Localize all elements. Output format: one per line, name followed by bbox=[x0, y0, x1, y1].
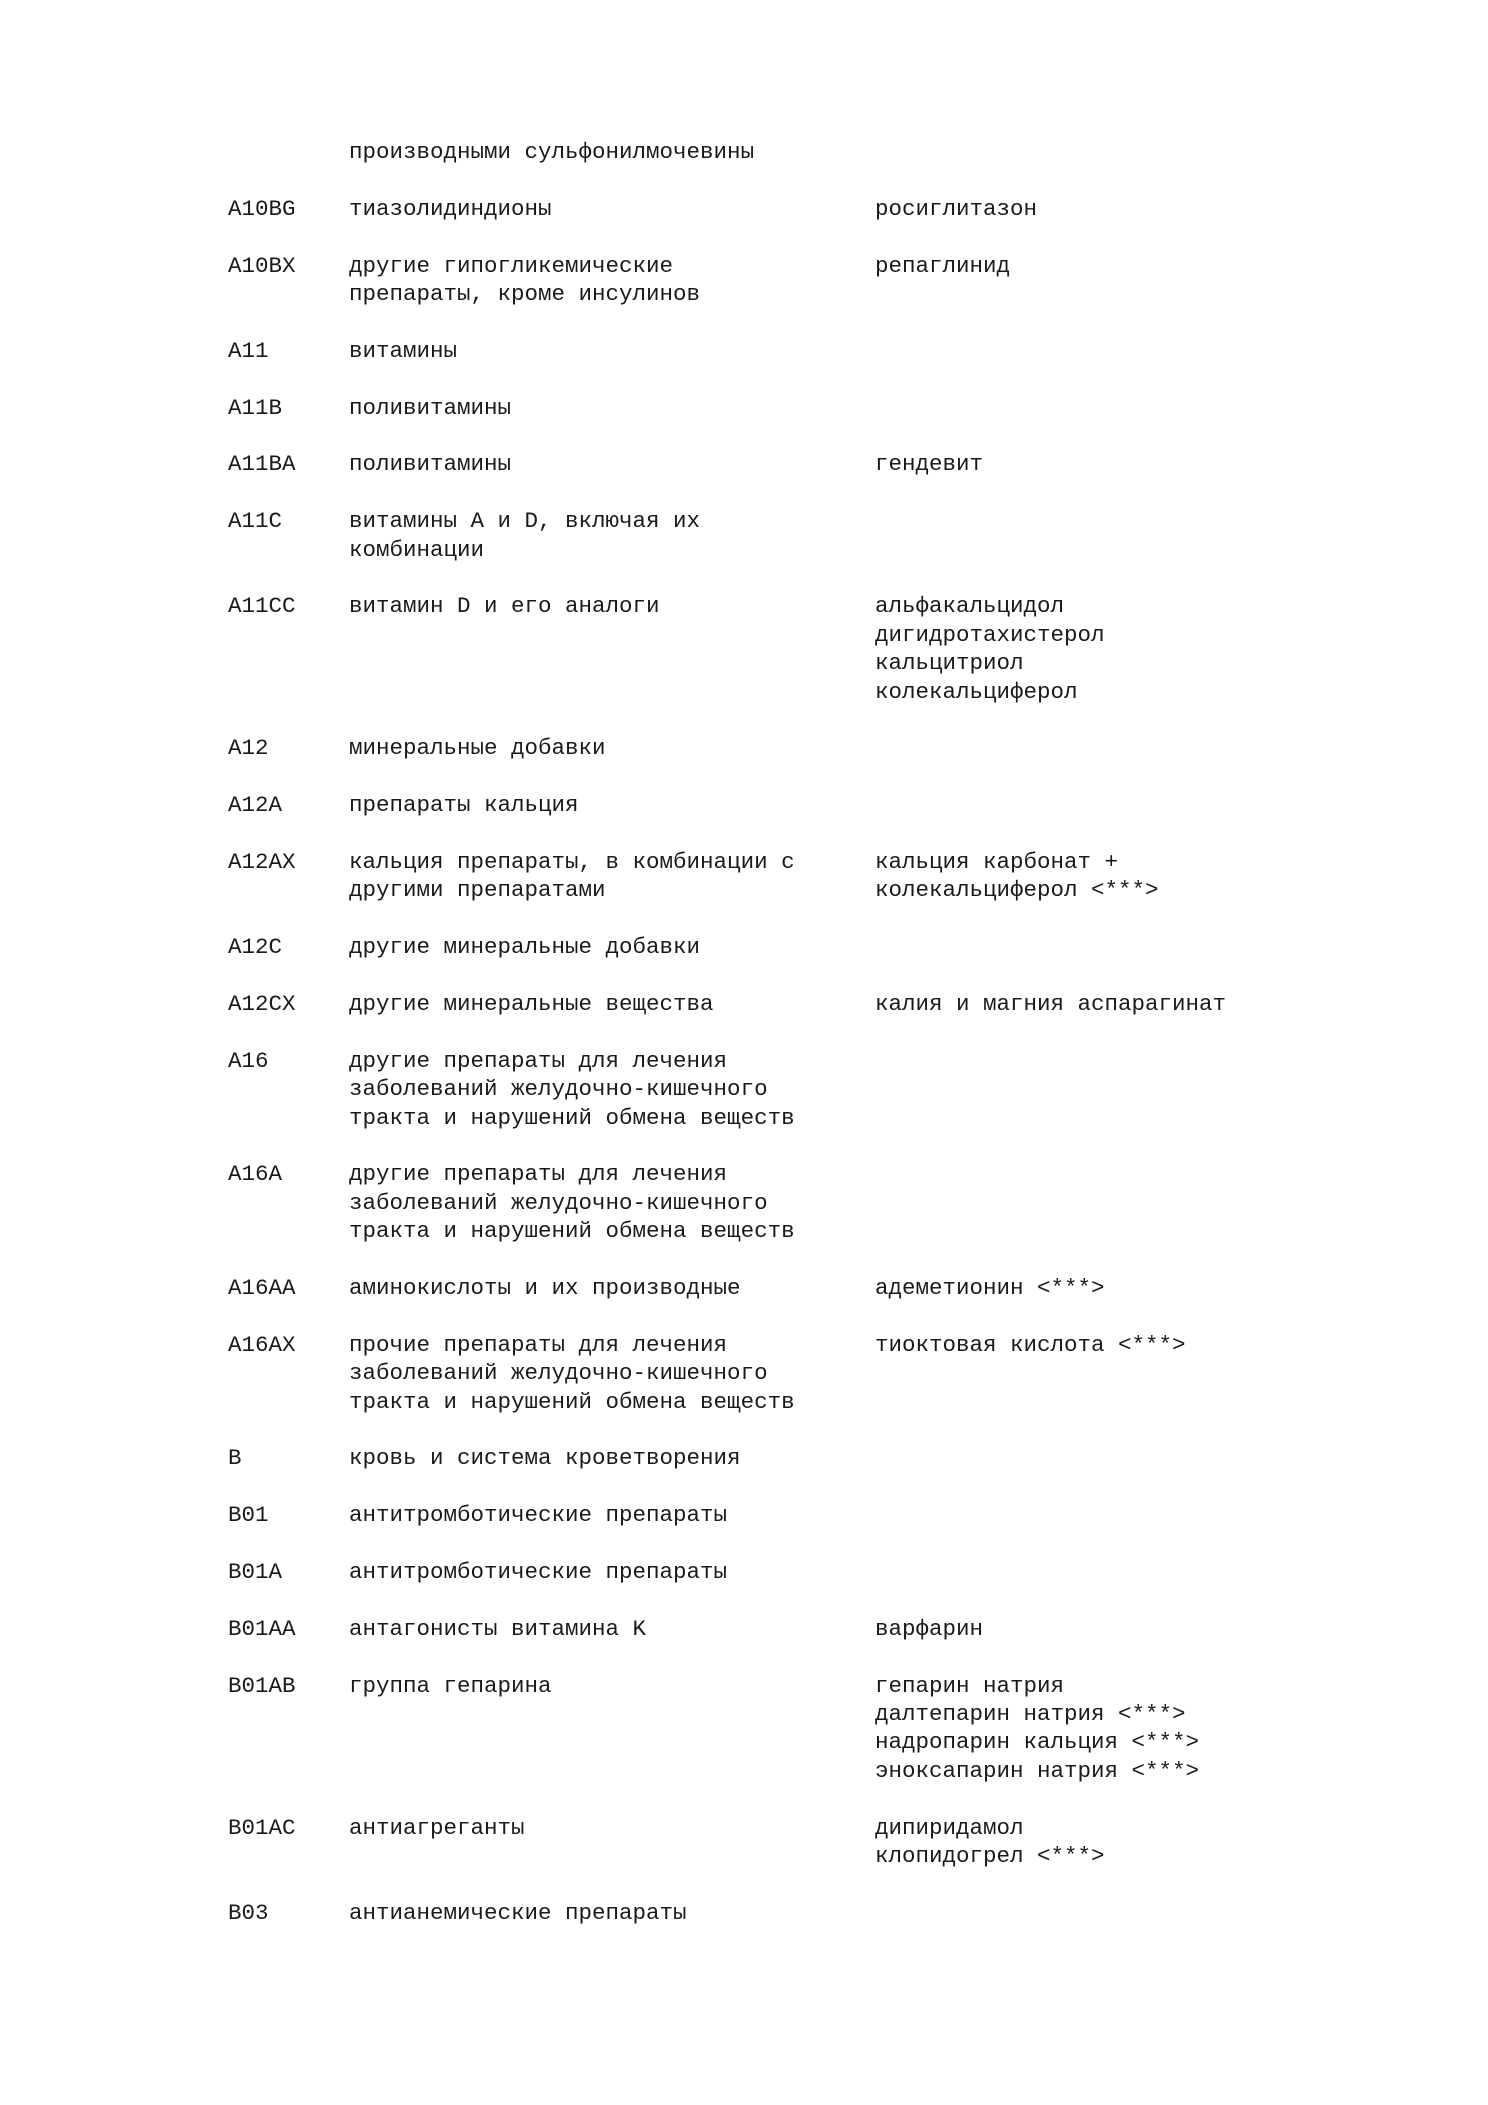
group-description bbox=[349, 507, 875, 564]
drug-names bbox=[875, 450, 1368, 478]
description-line: антагонисты витамина K bbox=[349, 1615, 647, 1642]
drug-name: репаглинид bbox=[875, 252, 1011, 279]
atc-code: A12 bbox=[228, 735, 269, 762]
group-description bbox=[349, 252, 875, 309]
drug-name: кальцитриол bbox=[875, 650, 1024, 677]
drug-names bbox=[875, 252, 1368, 280]
atc-code: A12CX bbox=[228, 991, 296, 1017]
classification-row bbox=[228, 195, 1368, 223]
classification-row bbox=[228, 592, 1368, 706]
drug-name: адеметионин <***> bbox=[875, 1275, 1105, 1302]
atc-code: B01AA bbox=[228, 1615, 296, 1642]
group-description bbox=[349, 592, 875, 620]
description-line: заболеваний желудочно-кишечного bbox=[349, 1076, 768, 1103]
classification-row bbox=[228, 337, 1368, 365]
group-description bbox=[349, 791, 875, 819]
classification-row bbox=[228, 1615, 1368, 1643]
group-description bbox=[349, 1558, 875, 1586]
group-description bbox=[349, 1501, 875, 1529]
classification-row bbox=[228, 848, 1368, 905]
description-line: другие минеральные вещества bbox=[349, 991, 714, 1017]
drug-name: варфарин bbox=[875, 1615, 984, 1642]
atc-code: B01 bbox=[228, 1502, 269, 1529]
drug-name: дигидротахистерол bbox=[875, 621, 1105, 648]
drug-name: гепарин натрия bbox=[875, 1672, 1065, 1699]
drug-name: альфакальцидол bbox=[875, 593, 1065, 620]
classification-row bbox=[228, 450, 1368, 478]
atc-code: A11B bbox=[228, 394, 283, 421]
description-line: прочие препараты для лечения bbox=[349, 1331, 728, 1358]
description-line: антиагреганты bbox=[349, 1814, 525, 1841]
description-line: витамины A и D, включая их bbox=[349, 508, 701, 535]
atc-code: B01A bbox=[228, 1559, 283, 1586]
group-description bbox=[349, 394, 875, 422]
atc-code: A12A bbox=[228, 792, 283, 819]
description-line: витамин D и его аналоги bbox=[349, 593, 660, 620]
group-description bbox=[349, 1899, 875, 1927]
atc-code: A16AA bbox=[228, 1275, 296, 1302]
description-line: антианемические препараты bbox=[349, 1899, 687, 1926]
drug-name: колекальциферол bbox=[875, 678, 1078, 705]
description-line: аминокислоты и их производные bbox=[349, 1275, 741, 1302]
drug-name: кальция карбонат + bbox=[875, 849, 1119, 875]
classification-row bbox=[228, 1558, 1368, 1586]
description-line: другие препараты для лечения bbox=[349, 1161, 728, 1188]
description-line: поливитамины bbox=[349, 451, 512, 478]
classification-row bbox=[228, 1814, 1368, 1871]
group-description bbox=[349, 337, 875, 365]
description-line: другие минеральные добавки bbox=[349, 934, 701, 961]
drug-name: надропарин кальция <***> bbox=[875, 1729, 1200, 1756]
drug-name: дипиридамол bbox=[875, 1814, 1024, 1841]
description-line: другие препараты для лечения bbox=[349, 1047, 728, 1074]
group-description bbox=[349, 1672, 875, 1700]
description-line: другие гипогликемические bbox=[349, 252, 674, 279]
drug-name: гендевит bbox=[875, 451, 984, 478]
drug-name: эноксапарин натрия <***> bbox=[875, 1757, 1200, 1784]
drug-name: колекальциферол <***> bbox=[875, 877, 1159, 904]
atc-code: A11C bbox=[228, 508, 283, 535]
atc-code: A10BG bbox=[228, 195, 296, 222]
description-line: препараты, кроме инсулинов bbox=[349, 281, 701, 307]
classification-row bbox=[228, 1501, 1368, 1529]
atc-code: B01AB bbox=[228, 1672, 296, 1699]
description-line: кровь и система кроветворения bbox=[349, 1445, 741, 1472]
description-line: другими препаратами bbox=[349, 877, 606, 904]
group-description bbox=[349, 1047, 875, 1132]
atc-classification-list bbox=[228, 138, 1368, 1927]
group-description bbox=[349, 990, 875, 1018]
classification-row bbox=[228, 1899, 1368, 1927]
atc-code: A11CC bbox=[228, 593, 296, 620]
description-line: производными сульфонилмочевины bbox=[349, 139, 755, 165]
description-line: антитромботические препараты bbox=[349, 1502, 728, 1529]
atc-code: A16AX bbox=[228, 1331, 296, 1358]
drug-name: калия и магния аспарагинат bbox=[875, 991, 1227, 1017]
drug-names bbox=[875, 848, 1368, 905]
atc-code: B03 bbox=[228, 1899, 269, 1926]
atc-code: A16 bbox=[228, 1047, 269, 1074]
group-description bbox=[349, 195, 875, 223]
atc-code: A11 bbox=[228, 337, 269, 364]
group-description bbox=[349, 933, 875, 961]
drug-names bbox=[875, 1274, 1368, 1302]
description-line: поливитамины bbox=[349, 394, 512, 421]
drug-names bbox=[875, 1672, 1368, 1786]
atc-code: A12C bbox=[228, 934, 283, 961]
atc-code: A12AX bbox=[228, 849, 296, 875]
group-description bbox=[349, 1274, 875, 1302]
drug-name: далтепарин натрия <***> bbox=[875, 1701, 1186, 1728]
description-line: витамины bbox=[349, 337, 458, 364]
drug-names bbox=[875, 592, 1368, 706]
group-description bbox=[349, 138, 875, 166]
group-description bbox=[349, 734, 875, 762]
classification-row bbox=[228, 1444, 1368, 1472]
group-description bbox=[349, 848, 875, 905]
classification-row bbox=[228, 507, 1368, 564]
classification-row bbox=[228, 252, 1368, 309]
classification-row bbox=[228, 1160, 1368, 1245]
description-line: препараты кальция bbox=[349, 792, 579, 819]
drug-name: клопидогрел <***> bbox=[875, 1843, 1105, 1870]
atc-code: B bbox=[228, 1445, 242, 1472]
description-line: минеральные добавки bbox=[349, 735, 606, 762]
description-line: тракта и нарушений обмена веществ bbox=[349, 1218, 795, 1245]
classification-row bbox=[228, 1274, 1368, 1302]
description-line: тракта и нарушений обмена веществ bbox=[349, 1104, 795, 1131]
description-line: комбинации bbox=[349, 536, 485, 563]
description-line: тракта и нарушений обмена веществ bbox=[349, 1388, 795, 1415]
atc-code: A16A bbox=[228, 1161, 283, 1188]
description-line: тиазолидиндионы bbox=[349, 195, 552, 222]
description-line: группа гепарина bbox=[349, 1672, 552, 1699]
description-line: заболеваний желудочно-кишечного bbox=[349, 1189, 768, 1216]
atc-code: B01AC bbox=[228, 1814, 296, 1841]
description-line: антитромботические препараты bbox=[349, 1559, 728, 1586]
drug-name: росиглитазон bbox=[875, 195, 1038, 222]
drug-name: тиоктовая кислота <***> bbox=[875, 1331, 1186, 1358]
drug-names bbox=[875, 990, 1368, 1018]
drug-names bbox=[875, 1615, 1368, 1643]
classification-row bbox=[228, 734, 1368, 762]
drug-names bbox=[875, 195, 1368, 223]
group-description bbox=[349, 1160, 875, 1245]
classification-row bbox=[228, 1047, 1368, 1132]
group-description bbox=[349, 450, 875, 478]
group-description bbox=[349, 1814, 875, 1842]
classification-row bbox=[228, 394, 1368, 422]
classification-row bbox=[228, 1672, 1368, 1786]
classification-row bbox=[228, 933, 1368, 961]
description-line: кальция препараты, в комбинации с bbox=[349, 849, 795, 875]
atc-code: A10BX bbox=[228, 252, 296, 279]
description-line: заболеваний желудочно-кишечного bbox=[349, 1360, 768, 1387]
classification-row bbox=[228, 990, 1368, 1018]
drug-names bbox=[875, 1331, 1368, 1359]
group-description bbox=[349, 1444, 875, 1472]
classification-row bbox=[228, 138, 1368, 166]
group-description bbox=[349, 1331, 875, 1416]
atc-code: A11BA bbox=[228, 451, 296, 478]
classification-row bbox=[228, 1331, 1368, 1416]
drug-names bbox=[875, 1814, 1368, 1871]
group-description bbox=[349, 1615, 875, 1643]
classification-row bbox=[228, 791, 1368, 819]
